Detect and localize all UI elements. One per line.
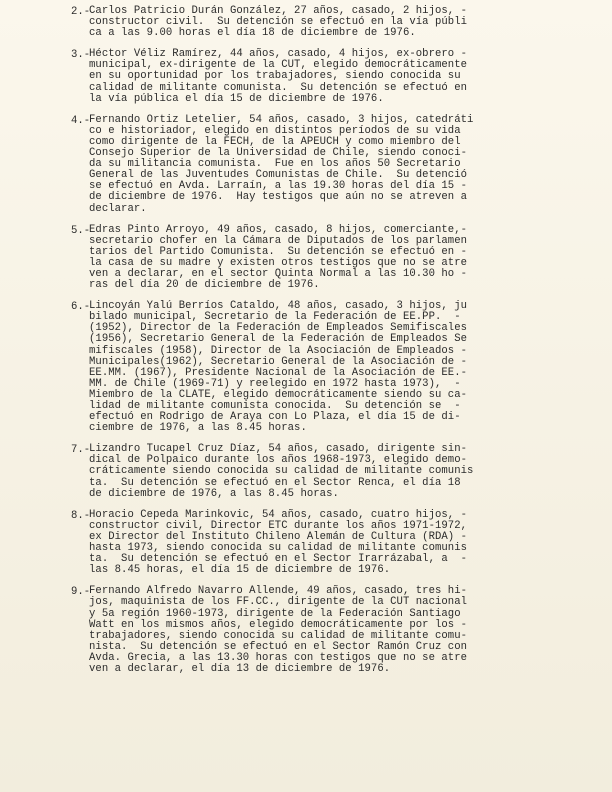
entry-line: ven a declarar, el día 13 de diciembre de 1976. [89,662,391,675]
entry-5 [71,223,594,292]
entry-line: General de las Juventudes Comunistas de Chile. Su detenció [89,169,468,182]
entry-4 [71,113,594,215]
entry-number: 8.- [71,509,91,522]
entry-line: Miembro de la CLATE, elegido democráticamente siendo su ca- [89,388,468,401]
entry-line: ras del día 20 de diciembre de 1976. [89,279,320,292]
entry-3 [71,48,594,105]
entry-line: secretario chofer en la Cámara de Diputados de los parlamen [89,234,468,247]
entry-line: Lizandro Tucapel Cruz Díaz, 54 años, casado, dirigente sin- [89,443,468,456]
entry-line: calidad de militante comunista. Su detención se efectuó en [89,81,468,94]
entry-7 [71,443,594,500]
entry-line: cráticamente siendo conocida su calidad de militante comunis [89,465,474,478]
entry-line: Avda. Grecia, a las 13.30 horas con testigos que no se atre [89,651,468,664]
entry-2 [71,5,594,40]
entry-line: Fernando Ortiz Letelier, 54 años, casado, 3 hijos, catedráti [89,113,474,126]
entry-line: municipal, ex-dirigente de la CUT, elegido democráticamente [89,59,468,72]
entry-line: dical de Polpaico durante los años 1968-1973, elegido demo- [89,454,468,467]
entry-line: Municipales(1962), Secretario General de la Asociación de - [89,355,468,368]
entry-line: (1952), Director de la Federación de Empleados Semifiscales [89,322,468,335]
entry-line: bilado municipal, Secretario de la Federación de EE.PP. - [89,311,461,324]
entry-line: ven a declarar, en el sector Quinta Normal a las 10.30 ho - [89,267,468,280]
entry-number: 5.- [71,224,91,237]
entry-line: Watt en los mismos años, elegido democráticamente por los - [89,618,468,631]
entry-line: nista. Su detención se efectuó en el Sector Ramón Cruz con [89,640,468,653]
entry-line: da su militancia comunista. Fue en los años 50 Secretario [89,158,461,171]
entry-number: 2.- [71,6,91,18]
entry-line: Carlos Patricio Durán González, 27 años, casado, 2 hijos, - [89,5,468,17]
entry-line: constructor civil, Director ETC durante los años 1971-1972, [89,519,468,532]
entry-number: 4.- [71,114,91,127]
entry-6 [71,300,594,435]
entry-line: la casa de su madre y existen otros testigos que no se atre [89,256,468,269]
entry-line: co e historiador, elegido en distintos períodos de su vida [89,124,461,137]
entry-line: de diciembre de 1976. Hay testigos que aún no se atreven a [89,191,468,204]
entry-line: en su oportunidad por los trabajadores, siendo conocida su [89,70,461,83]
entry-line: EE.MM. (1967), Presidente Nacional de la Asociación de EE.- [89,366,468,379]
entry-line: las 8.45 horas, el día 15 de diciembre de 1976. [89,564,391,577]
entry-8 [71,508,594,577]
entry-line: Lincoyán Yalú Berríos Cataldo, 48 años, casado, 3 hijos, ju [89,300,468,313]
entry-line: ciembre de 1976, a las 8.45 horas. [89,422,307,435]
entry-line: Edras Pinto Arroyo, 49 años, casado, 8 hijos, comerciante,- [89,223,468,236]
entry-line: Fernando Alfredo Navarro Allende, 49 años, casado, tres hi- [89,585,468,598]
entry-number: 9.- [71,586,91,599]
entry-line: trabajadores, siendo conocida su calidad de militante comu- [89,629,468,642]
entry-number: 6.- [71,301,91,314]
entry-line: hasta 1973, siendo conocida su calidad de militante comunis [89,542,468,555]
entry-line: ca a las 9.00 horas el día 18 de diciembre de 1976. [89,27,416,40]
entry-line: ta. Su detención se efectuó en el Sector Renca, el día 18 [89,476,461,489]
entry-line: (1956), Secretario General de la Federación de Empleados Se [89,333,468,346]
entry-line: lidad de militante comunista conocida. Su detención se - [89,400,461,412]
entry-line: declarar. [89,202,147,215]
entry-line: Horacio Cepeda Marinkovic, 54 años, casado, cuatro hijos, - [89,508,468,521]
entry-line: ta. Su detención se efectuó en el Sector Irarrázabal, a - [89,553,468,566]
entry-line: constructor civil. Su detención se efectuó en la vía públi [89,16,468,29]
entry-line: efectuó en Rodrigo de Araya con Lo Plaza, el día 15 de di- [89,411,461,424]
entry-line: Héctor Véliz Ramírez, 44 años, casado, 4 hijos, ex-obrero - [89,48,468,61]
entry-line: jos, maquinista de los FF.CC., dirigente de la CUT nacional [89,596,468,609]
entry-line: MM. de Chile (1969-71) y reelegido en 1972 hasta 1973), - [89,377,461,390]
entry-line: como dirigente de la FECH, de la APEUCH y como miembro del [89,135,461,148]
entry-line: tarios del Partido Comunista. Su detención se efectuó en - [89,245,468,258]
entry-line: ex Director del Instituto Chileno Alemán de Cultura (RDA) - [89,530,468,543]
entry-line: de diciembre de 1976, a las 8.45 horas. [89,487,339,500]
entry-line: Consejo Superior de la Universidad de Chile, siendo conoci- [89,147,468,160]
entry-line: se efectuó en Avda. Larraín, a las 19.30 horas del día 15 - [89,180,468,193]
entry-9 [71,585,594,675]
entry-line: mifiscales (1958), Director de la Asociación de Empleados - [89,344,468,357]
entry-line: la vía pública el día 15 de diciembre de 1976. [89,92,384,105]
entry-number: 7.- [71,444,91,457]
entry-line: y 5a región 1960-1973, dirigente de la Federación Santiago [89,607,461,620]
entry-number: 3.- [71,49,91,62]
